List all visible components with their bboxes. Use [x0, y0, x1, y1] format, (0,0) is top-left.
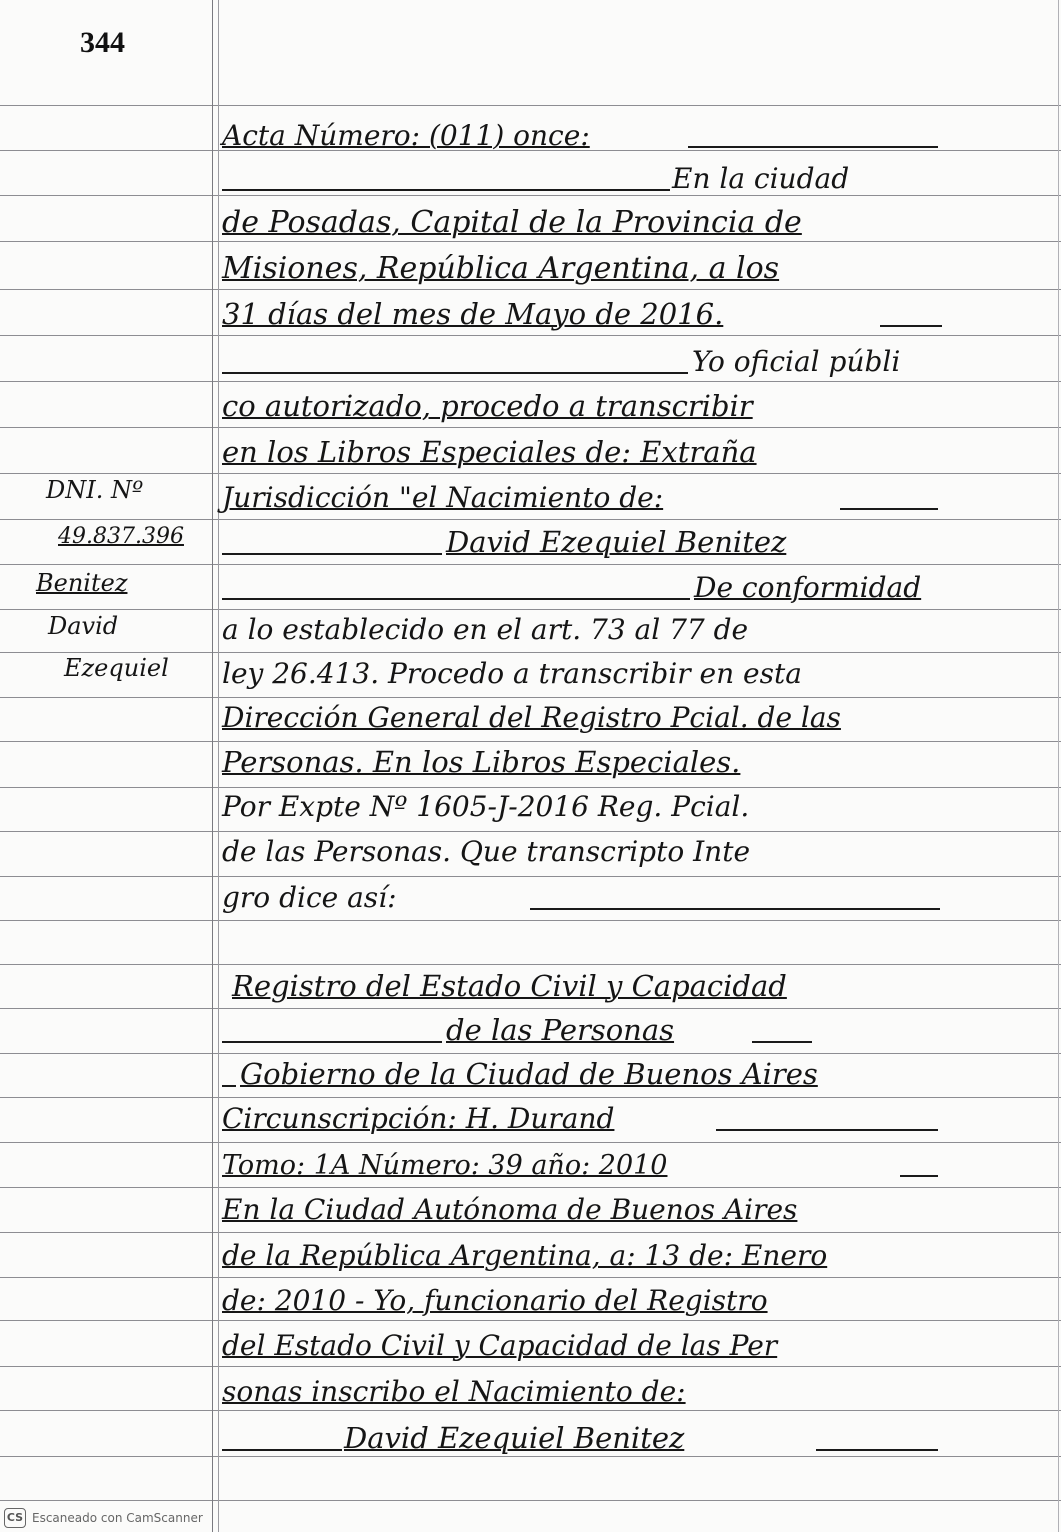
margin-dni-number: 49.837.396: [58, 524, 184, 549]
scanner-watermark: [4, 1508, 203, 1528]
ruled-line: [0, 1187, 1061, 1188]
filler-line: [530, 908, 940, 910]
ruled-line: [0, 381, 1061, 382]
filler-line: [222, 598, 690, 600]
ruled-line: [0, 741, 1061, 742]
handwritten-line: De conformidad: [694, 571, 922, 604]
handwritten-line: David Ezequiel Benitez: [344, 1421, 685, 1455]
ruled-line: [0, 1053, 1061, 1054]
ruled-line: [0, 1232, 1061, 1233]
handwritten-line: Personas. En los Libros Especiales.: [222, 745, 741, 779]
ruled-line: [0, 920, 1061, 921]
handwritten-line: del Estado Civil y Capacidad de las Per: [222, 1329, 778, 1362]
handwritten-line: David Ezequiel Benitez: [446, 525, 787, 559]
ruled-line: [0, 1142, 1061, 1143]
handwritten-line: gro dice así:: [222, 881, 397, 914]
filler-line: [222, 189, 670, 191]
filler-line: [688, 146, 938, 148]
ruled-line: [0, 1320, 1061, 1321]
filler-line: [222, 372, 688, 374]
filler-line: [880, 325, 942, 327]
handwritten-line: Yo oficial públi: [692, 345, 901, 378]
ruled-line: [0, 1008, 1061, 1009]
ruled-line: [0, 1500, 1061, 1501]
handwritten-line: Gobierno de la Ciudad de Buenos Aires: [240, 1057, 818, 1091]
ruled-line: [0, 335, 1061, 336]
handwritten-line: co autorizado, procedo a transcribir: [222, 389, 753, 423]
ruled-line: [0, 876, 1061, 877]
filler-line: [222, 1085, 236, 1087]
ruled-line: [0, 564, 1061, 565]
ruled-line: [0, 1277, 1061, 1278]
scanner-watermark-text: Escaneado con CamScanner: [32, 1511, 203, 1525]
handwritten-line: 31 días del mes de Mayo de 2016.: [222, 297, 724, 331]
handwritten-line: en los Libros Especiales de: Extraña: [222, 435, 757, 469]
handwritten-line: Circunscripción: H. Durand: [222, 1102, 615, 1135]
margin-first-name: David: [48, 612, 119, 640]
ruled-line: [0, 1366, 1061, 1367]
margin-rule-inner: [218, 0, 219, 1532]
ruled-line: [0, 195, 1061, 196]
handwritten-line: de: 2010 - Yo, funcionario del Registro: [222, 1284, 768, 1317]
ruled-line: [0, 519, 1061, 520]
ruled-line: [0, 831, 1061, 832]
margin-surname: Benitez: [36, 569, 128, 597]
margin-dni-label: DNI. Nº: [46, 476, 144, 504]
ruled-line: [0, 652, 1061, 653]
filler-line: [222, 553, 442, 555]
ruled-line: [0, 1410, 1061, 1411]
handwritten-line: de las Personas: [446, 1013, 675, 1047]
handwritten-line: Dirección General del Registro Pcial. de las: [222, 701, 841, 734]
ruled-line: [0, 473, 1061, 474]
page-number: 344: [80, 26, 125, 59]
filler-line: [900, 1175, 938, 1177]
filler-line: [716, 1129, 938, 1131]
handwritten-line: Registro del Estado Civil y Capacidad: [232, 969, 787, 1003]
ruled-line: [0, 1097, 1061, 1098]
filler-line: [840, 508, 938, 510]
handwritten-line: En la Ciudad Autónoma de Buenos Aires: [222, 1193, 798, 1226]
handwritten-line: sonas inscribo el Nacimiento de:: [222, 1375, 686, 1408]
ruled-line: [0, 241, 1061, 242]
margin-rule: [212, 0, 213, 1532]
ruled-line: [0, 697, 1061, 698]
ruled-line: [0, 427, 1061, 428]
filler-line: [222, 1041, 442, 1043]
ruled-line: [0, 964, 1061, 965]
margin-middle-name: Ezequiel: [64, 654, 169, 682]
ruled-line: [0, 609, 1061, 610]
filler-line: [752, 1041, 812, 1043]
handwritten-line: a lo establecido en el art. 73 al 77 de: [222, 613, 749, 646]
handwritten-line: de Posadas, Capital de la Provincia de: [222, 205, 802, 240]
ruled-line: [0, 787, 1061, 788]
handwritten-line: Por Expte Nº 1605-J-2016 Reg. Pcial.: [222, 790, 750, 823]
handwritten-line: de las Personas. Que transcripto Inte: [222, 835, 751, 868]
handwritten-line: En la ciudad: [672, 162, 850, 195]
handwritten-line: Misiones, República Argentina, a los: [222, 251, 780, 286]
filler-line: [222, 1449, 342, 1451]
handwritten-line: Acta Número: (011) once:: [222, 119, 590, 152]
ruled-line: [0, 105, 1061, 106]
handwritten-line: Tomo: 1A Número: 39 año: 2010: [222, 1150, 668, 1181]
handwritten-line: Jurisdicción "el Nacimiento de:: [222, 481, 664, 514]
right-edge-rule: [1058, 0, 1059, 1532]
filler-line: [816, 1449, 938, 1451]
ruled-line: [0, 1456, 1061, 1457]
handwritten-line: de la República Argentina, a: 13 de: Enero: [222, 1239, 828, 1272]
ruled-line: [0, 289, 1061, 290]
camscanner-logo: CS: [4, 1508, 26, 1528]
handwritten-line: ley 26.413. Procedo a transcribir en esta: [222, 657, 802, 690]
